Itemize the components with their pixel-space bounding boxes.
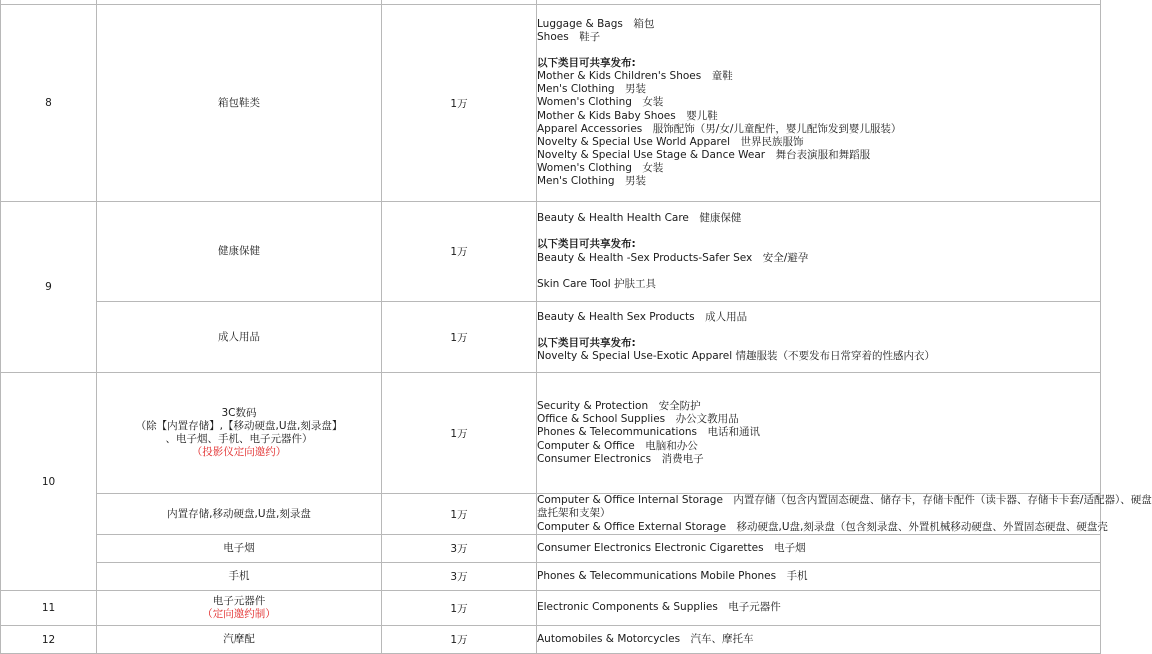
category-description: Consumer Electronics Electronic Cigarettes 电子烟 — [537, 535, 1101, 563]
category-name-line: 、电子烟、手机、电子元器件） — [165, 433, 313, 445]
category-description — [537, 373, 1101, 494]
desc-line: Women's Clothing 女装 — [537, 161, 664, 174]
invite-note: （定向邀约制） — [202, 608, 276, 620]
desc-line: Skin Care Tool 护肤工具 — [537, 277, 657, 290]
table-row-9a — [1, 202, 1101, 302]
category-description — [537, 494, 1152, 535]
category-description — [537, 302, 1101, 373]
row-number: 12 — [1, 626, 97, 654]
fee-amount: 1万 — [382, 626, 537, 654]
desc-line: Computer & Office External Storage 移动硬盘,U盘,刻录盘（包含刻录盘、外置机械移动硬盘、外置固态硬盘、硬盘壳 — [537, 520, 1108, 533]
category-name-line: 电子元器件 — [212, 595, 266, 607]
desc-line: Office & School Supplies 办公文教用品 — [537, 413, 739, 426]
shared-heading: 以下类目可共享发布: — [537, 336, 636, 349]
row-number: 11 — [1, 591, 97, 626]
table-row-10d — [1, 563, 1101, 591]
row-number: 8 — [1, 5, 97, 202]
fee-amount: 1万 — [382, 591, 537, 626]
table-row-10c — [1, 535, 1101, 563]
category-name: 健康保健 — [97, 202, 382, 302]
desc-line: Phones & Telecommunications 电话和通讯 — [537, 426, 760, 439]
table-row-10b — [1, 494, 1101, 535]
category-description — [537, 202, 1101, 302]
desc-line: Women's Clothing 女装 — [537, 96, 664, 109]
category-name-line: 3C数码 — [221, 407, 257, 419]
category-name — [97, 591, 382, 626]
desc-line: Apparel Accessories 服饰配饰（男/女/儿童配件，婴儿配饰发到婴儿服装） — [537, 122, 902, 135]
desc-line: Beauty & Health Sex Products 成人用品 — [537, 310, 748, 323]
shared-heading: 以下类目可共享发布: — [537, 57, 636, 70]
fee-amount: 3万 — [382, 563, 537, 591]
desc-line: Men's Clothing 男装 — [537, 83, 647, 96]
category-description: Phones & Telecommunications Mobile Phones 手机 — [537, 563, 1101, 591]
fee-amount: 1万 — [382, 302, 537, 373]
desc-line: Novelty & Special Use Stage & Dance Wear 舞台表演服和舞蹈服 — [537, 148, 871, 161]
fee-amount: 3万 — [382, 535, 537, 563]
table-row-12 — [1, 626, 1101, 654]
category-name: 箱包鞋类 — [97, 5, 382, 202]
desc-line: Mother & Kids Baby Shoes 婴儿鞋 — [537, 109, 718, 122]
desc-line: 盘托架和支架） — [537, 507, 611, 520]
shared-heading: 以下类目可共享发布: — [537, 238, 636, 251]
category-name: 内置存储,移动硬盘,U盘,刻录盘 — [97, 494, 382, 535]
desc-line: Computer & Office Internal Storage 内置存储（包含内置固态硬盘、储存卡，存储卡配件（读卡器、存储卡卡套/适配器）、硬盘 — [537, 494, 1152, 507]
desc-line: Computer & Office 电脑和办公 — [537, 439, 698, 452]
desc-line: Beauty & Health -Sex Products-Safer Sex 安全/避孕 — [537, 251, 809, 264]
desc-line: Shoes 鞋子 — [537, 31, 601, 44]
table-row-10a — [1, 373, 1101, 494]
category-description: Automobiles & Motorcycles 汽车、摩托车 — [537, 626, 1101, 654]
category-name: 汽摩配 — [97, 626, 382, 654]
fee-amount: 1万 — [382, 494, 537, 535]
category-name — [97, 373, 382, 494]
table-row-9b — [1, 302, 1101, 373]
row-number: 10 — [1, 373, 97, 591]
desc-line: Luggage & Bags 箱包 — [537, 17, 655, 30]
desc-line: Consumer Electronics 消费电子 — [537, 452, 704, 465]
desc-line: Security & Protection 安全防护 — [537, 400, 701, 413]
invite-note: （投影仪定向邀约） — [191, 446, 287, 458]
category-description: Electronic Components & Supplies 电子元器件 — [537, 591, 1101, 626]
fee-amount: 1万 — [382, 202, 537, 302]
table-row-11 — [1, 591, 1101, 626]
desc-line: Men's Clothing 男装 — [537, 174, 647, 187]
desc-line: Novelty & Special Use-Exotic Apparel 情趣服装（不要发布日常穿着的性感内衣） — [537, 350, 935, 363]
desc-line: Beauty & Health Health Care 健康保健 — [537, 212, 742, 225]
table-row-8 — [1, 5, 1101, 202]
row-number: 9 — [1, 202, 97, 373]
fee-amount: 1万 — [382, 5, 537, 202]
category-name: 手机 — [97, 563, 382, 591]
fee-amount: 1万 — [382, 373, 537, 494]
category-name: 电子烟 — [97, 535, 382, 563]
category-name: 成人用品 — [97, 302, 382, 373]
category-name-line: （除【内置存储】,【移动硬盘,U盘,刻录盘】 — [135, 420, 343, 432]
desc-line: Novelty & Special Use World Apparel 世界民族服饰 — [537, 135, 804, 148]
desc-line: Mother & Kids Children's Shoes 童鞋 — [537, 70, 733, 83]
category-description — [537, 5, 1101, 202]
